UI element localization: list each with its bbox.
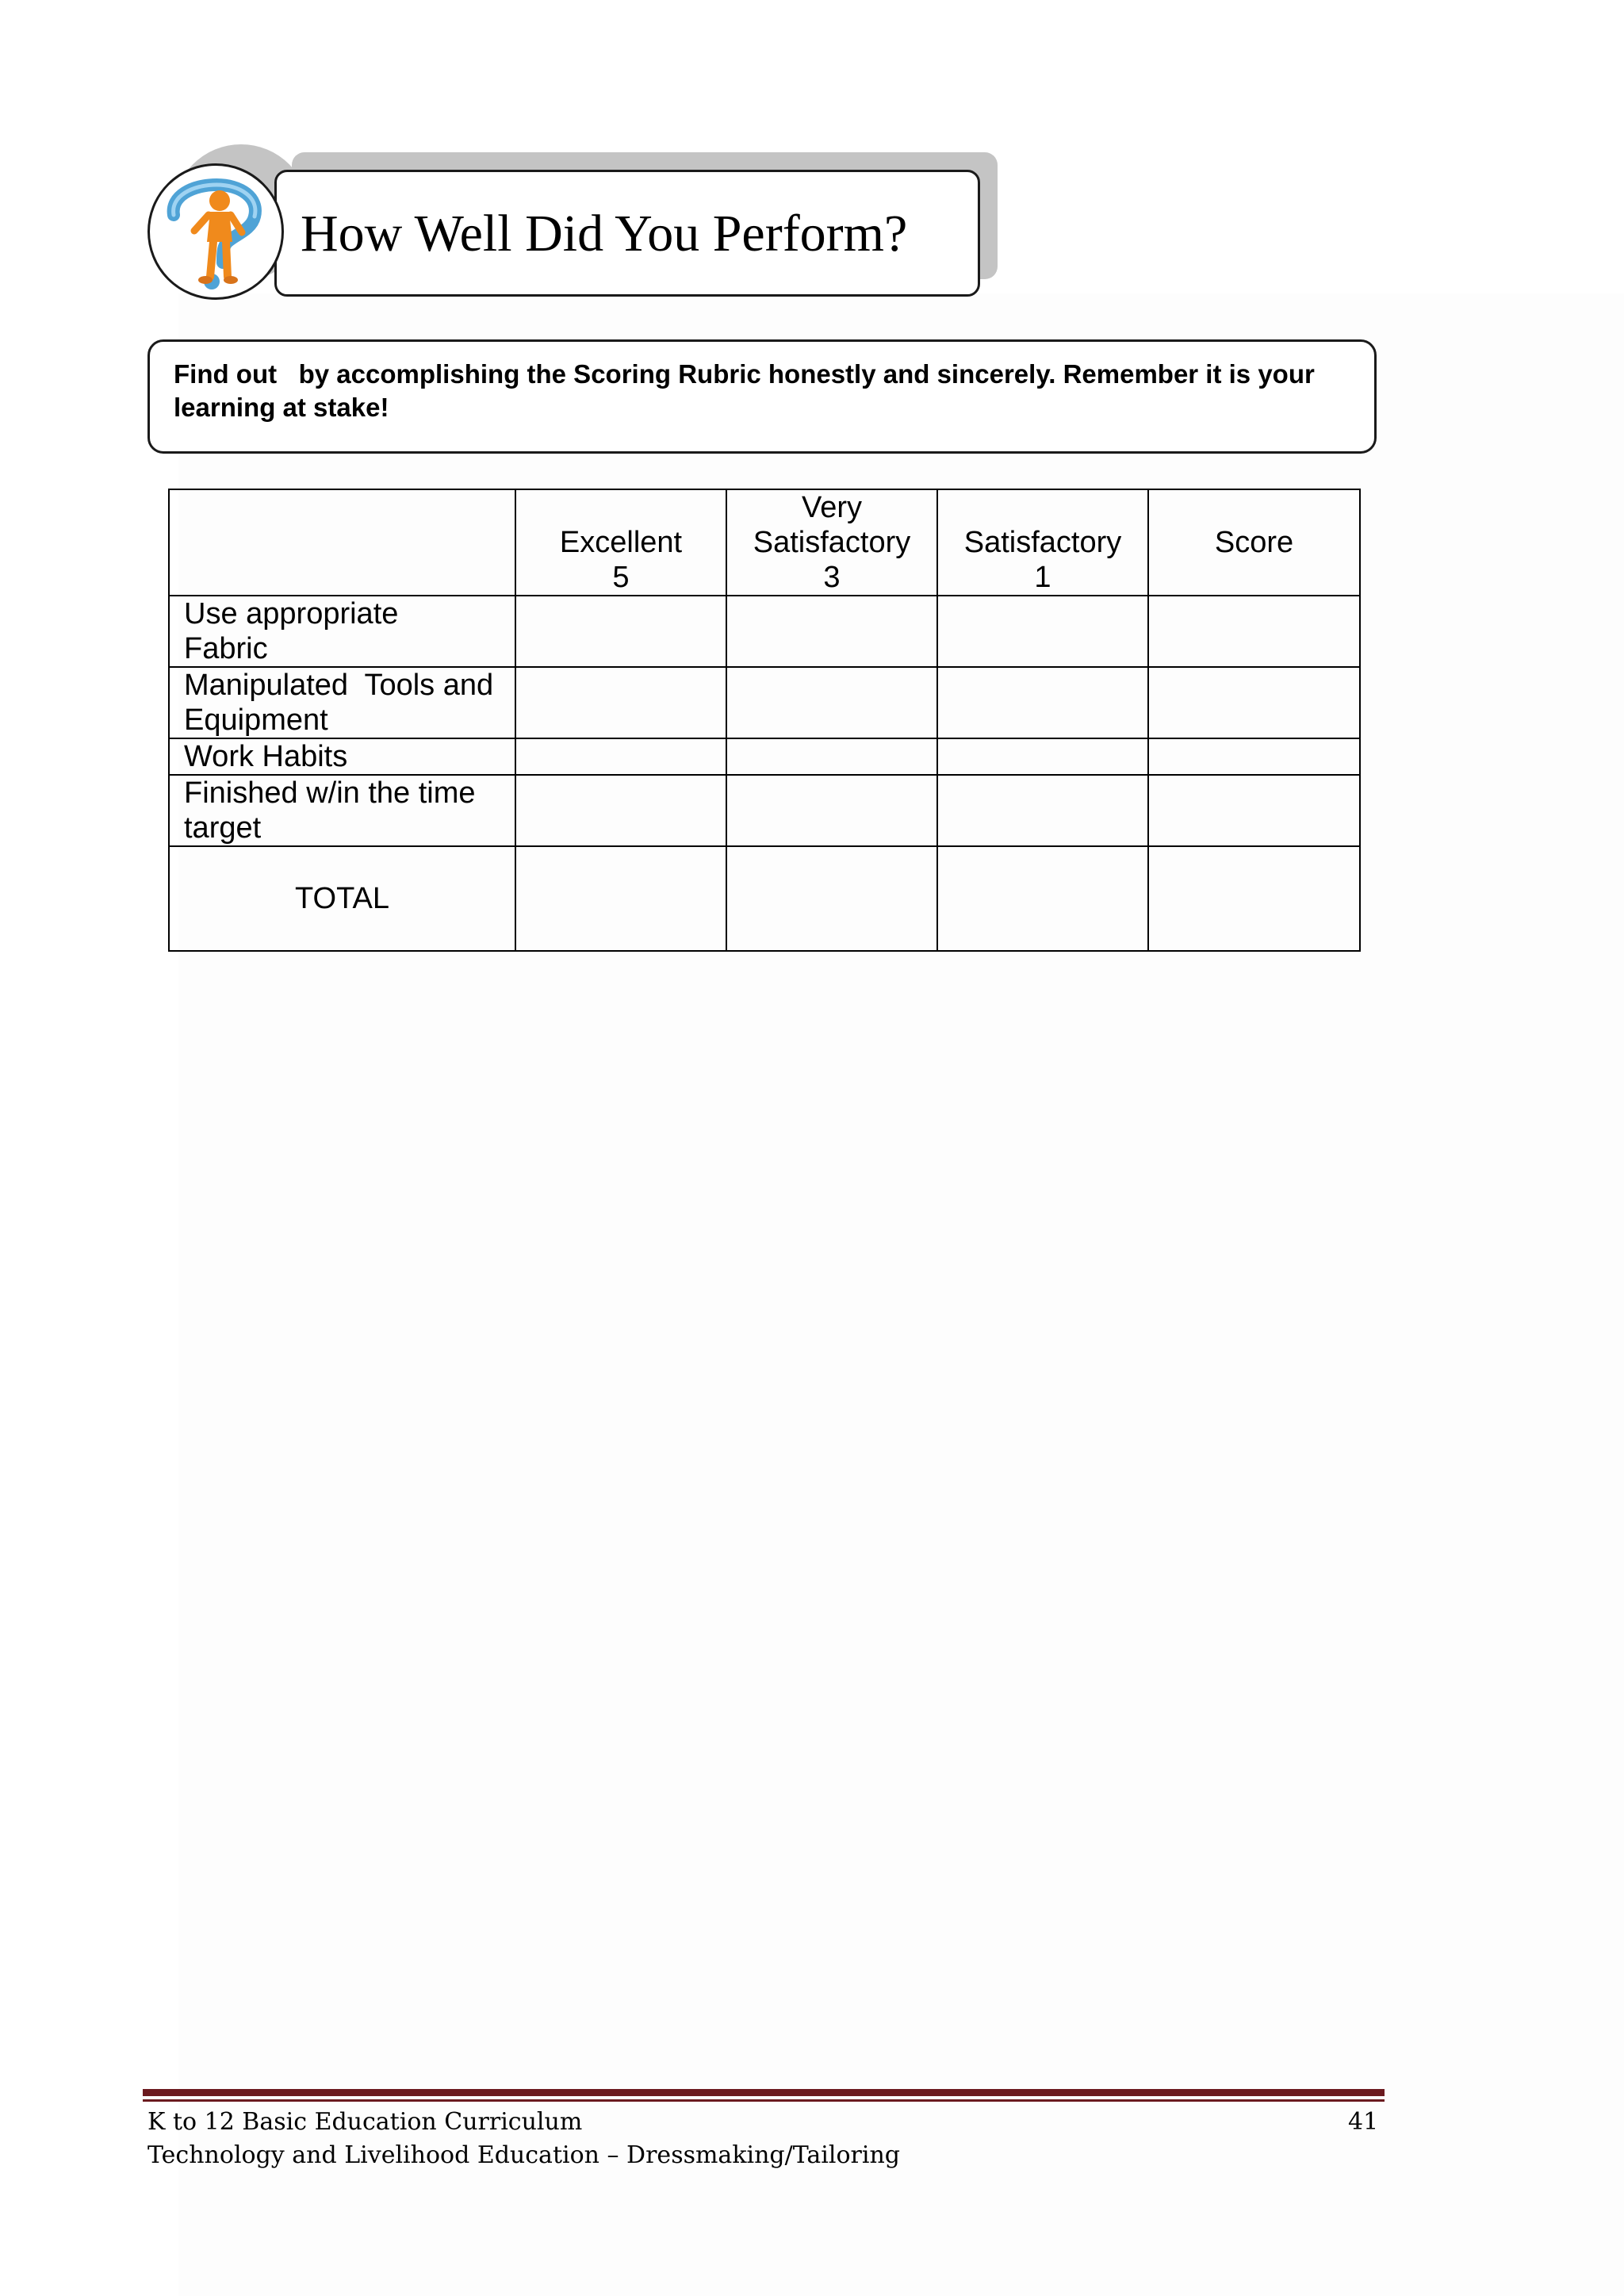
rating-cell	[937, 738, 1148, 775]
table-row	[169, 738, 1360, 775]
rating-cell	[515, 846, 726, 951]
scoring-rubric-table	[168, 489, 1361, 952]
footer	[147, 2106, 900, 2172]
footer-rule-thick	[143, 2089, 1385, 2096]
criterion-cell: Finished w/in the time target	[169, 775, 515, 846]
table-row	[169, 667, 1360, 738]
rating-cell	[937, 596, 1148, 667]
rating-cell	[515, 775, 726, 846]
column-header-score: Score	[1148, 489, 1360, 596]
score-cell	[1148, 775, 1360, 846]
rating-cell	[726, 846, 937, 951]
rating-cell	[726, 738, 937, 775]
column-header-very-satisfactory: Very Satisfactory 3	[726, 489, 937, 596]
title-banner	[274, 170, 980, 297]
criterion-cell: Work Habits	[169, 738, 515, 775]
rating-cell	[937, 846, 1148, 951]
rating-cell	[726, 596, 937, 667]
total-label: TOTAL	[169, 846, 515, 951]
criterion-cell: Manipulated Tools and Equipment	[169, 667, 515, 738]
column-header-excellent: Excellent 5	[515, 489, 726, 596]
rating-cell	[515, 596, 726, 667]
rating-cell	[515, 667, 726, 738]
rating-cell	[515, 738, 726, 775]
page-number: 41	[1348, 2108, 1379, 2136]
question-mark-figure-icon	[150, 166, 282, 297]
footer-curriculum-line: K to 12 Basic Education Curriculum	[147, 2108, 583, 2136]
page-title: How Well Did You Perform?	[301, 205, 908, 263]
table-row	[169, 775, 1360, 846]
table-row	[169, 596, 1360, 667]
total-score-cell	[1148, 846, 1360, 951]
score-cell	[1148, 667, 1360, 738]
instruction-text: Find out by accomplishing the Scoring Rubric honestly and sincerely. Remember it is your learning at stake!	[174, 359, 1323, 422]
rubric-header-row	[169, 489, 1360, 596]
icon-circle	[147, 163, 284, 300]
score-cell	[1148, 738, 1360, 775]
rating-cell	[726, 775, 937, 846]
rating-cell	[726, 667, 937, 738]
footer-subject-line: Technology and Livelihood Education – Dressmaking/Tailoring	[147, 2141, 900, 2169]
criterion-cell: Use appropriate Fabric	[169, 596, 515, 667]
score-cell	[1148, 596, 1360, 667]
total-row	[169, 846, 1360, 951]
rubric-corner-cell	[169, 489, 515, 596]
footer-rule-thin	[143, 2099, 1385, 2102]
rating-cell	[937, 667, 1148, 738]
column-header-satisfactory: Satisfactory 1	[937, 489, 1148, 596]
rating-cell	[937, 775, 1148, 846]
instruction-box	[147, 339, 1377, 454]
